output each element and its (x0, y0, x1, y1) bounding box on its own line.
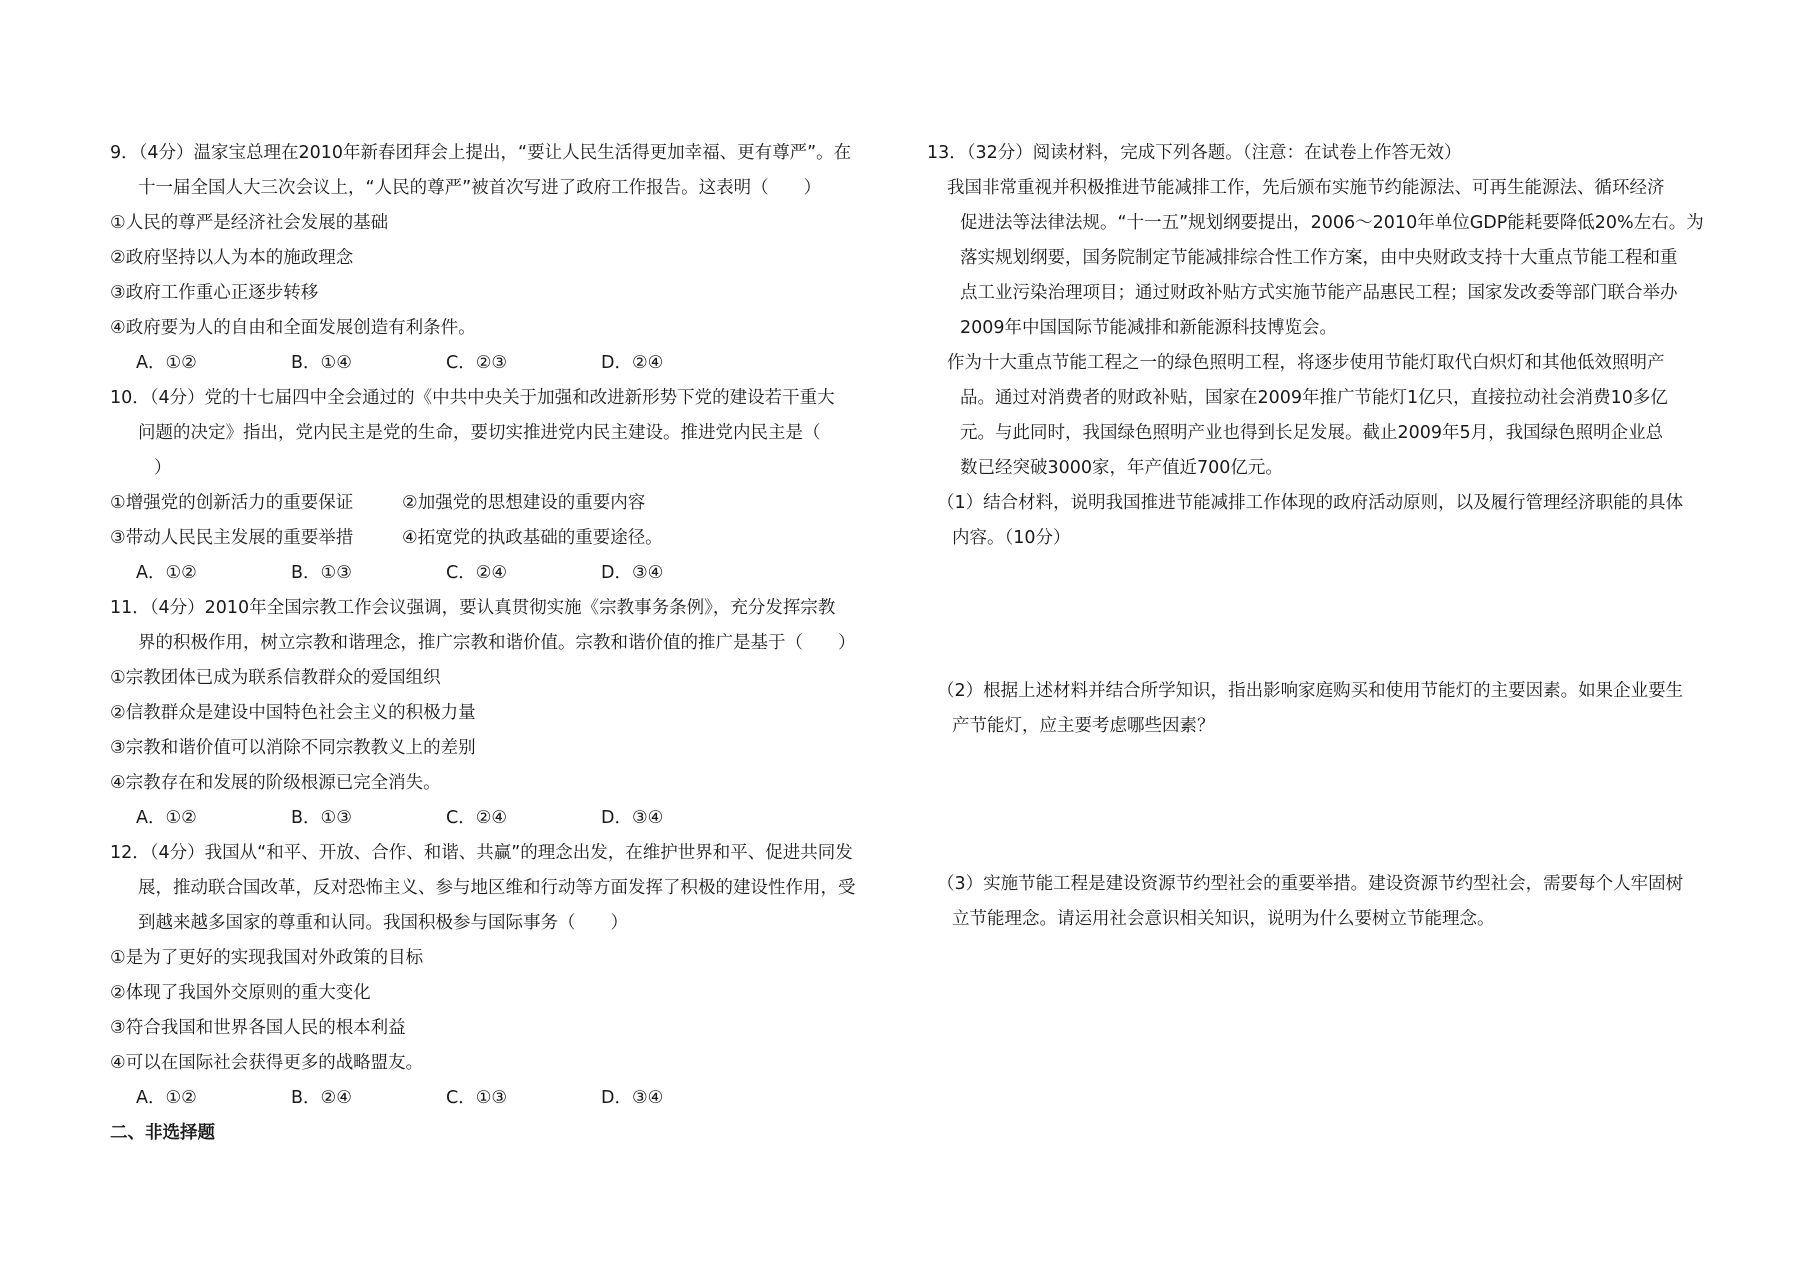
material-line: 点工业污染治理项目；通过财政补贴方式实施节能产品惠民工程；国家发改委等部门联合举办 (960, 283, 1678, 303)
material-line: 作为十大重点节能工程之一的绿色照明工程，将逐步使用节能灯取代白炽灯和其他低效照明产 (947, 353, 1665, 373)
sub-question-3 (927, 867, 1717, 937)
option-a: A．①② (136, 808, 197, 828)
material-line: 数已经突破3000家，年产值近700亿元。 (960, 458, 1283, 478)
option-d: D．②④ (601, 353, 664, 373)
material-line: 元。与此同时，我国绿色照明产业也得到长足发展。截止2009年5月，我国绿色照明企业总 (960, 423, 1664, 443)
option-a: A．①② (136, 563, 197, 583)
choice-item-pair (110, 521, 910, 556)
option-c: C．②③ (446, 353, 508, 373)
question-11 (110, 591, 910, 836)
option-d: D．③④ (601, 808, 664, 828)
choice-item: ③政府工作重心正逐步转移 (110, 283, 319, 303)
question-stem-line: ） (154, 458, 172, 478)
material-line: 品。通过对消费者的财政补贴，国家在2009年推广节能灯1亿只，直接拉动社会消费10多亿 (960, 388, 1668, 408)
choice-item-pair (110, 486, 910, 521)
answer-options (110, 556, 910, 591)
right-column (927, 136, 1717, 937)
option-b: B．①③ (291, 563, 352, 583)
material-line: 2009年中国国际节能减排和新能源科技博览会。 (960, 318, 1338, 338)
option-d: D．③④ (601, 563, 664, 583)
left-column (110, 136, 910, 1151)
choice-item: ②体现了我国外交原则的重大变化 (110, 983, 371, 1003)
question-13-title: 13．（32分）阅读材料，完成下列各题。（注意：在试卷上作答无效） (927, 143, 1462, 163)
question-stem-line: 展，推动联合国改革，反对恐怖主义、参与地区维和行动等方面发挥了积极的建设性作用，受 (138, 878, 856, 898)
choice-item: ①宗教团体已成为联系信教群众的爱国组织 (110, 668, 441, 688)
option-d: D．③④ (601, 1088, 664, 1108)
choice-item: ④宗教存在和发展的阶级根源已完全消失。 (110, 773, 441, 793)
option-c: C．①③ (446, 1088, 508, 1108)
option-c: C．②④ (446, 808, 508, 828)
question-stem-line: 问题的决定》指出，党内民主是党的生命，要切实推进党内民主建设。推进党内民主是（ (138, 423, 821, 443)
question-stem-line: 界的积极作用，树立宗教和谐理念，推广宗教和谐价值。宗教和谐价值的推广是基于（ ） (138, 633, 856, 653)
answer-space (927, 744, 1717, 867)
sub-question-line: 产节能灯，应主要考虑哪些因素？ (952, 716, 1215, 736)
material-line: 促进法等法律法规。“十一五”规划纲要提出，2006～2010年单位GDP能耗要降低20%左右。为 (960, 213, 1704, 233)
sub-question-line: （2）根据上述材料并结合所学知识，指出影响家庭购买和使用节能灯的主要因素。如果企业要生 (937, 681, 1684, 701)
question-12 (110, 836, 910, 1116)
choice-item: ③宗教和谐价值可以消除不同宗教教义上的差别 (110, 738, 476, 758)
choice-item: ①是为了更好的实现我国对外政策的目标 (110, 948, 424, 968)
choice-item: ④拓宽党的执政基础的重要途径。 (402, 528, 663, 548)
question-stem-line: 11．（4分）2010年全国宗教工作会议强调，要认真贯彻实施《宗教事务条例》，充分发挥宗教 (110, 598, 836, 618)
question-stem-line: 12．（4分）我国从“和平、开放、合作、和谐、共赢”的理念出发，在维护世界和平、促进共同发 (110, 843, 853, 863)
choice-item: ①人民的尊严是经济社会发展的基础 (110, 213, 389, 233)
option-b: B．①④ (291, 353, 352, 373)
section-title: 二、非选择题 (110, 1123, 215, 1143)
material-paragraph-2 (927, 346, 1717, 486)
choice-item: ②政府坚持以人为本的施政理念 (110, 248, 354, 268)
question-stem-line: 10．（4分）党的十七届四中全会通过的《中共中央关于加强和改进新形势下党的建设若干重大 (110, 388, 835, 408)
option-b: B．②④ (291, 1088, 352, 1108)
choice-item: ②信教群众是建设中国特色社会主义的积极力量 (110, 703, 476, 723)
question-9 (110, 136, 910, 381)
sub-question-line: （3）实施节能工程是建设资源节约型社会的重要举措。建设资源节约型社会，需要每个人牢固树 (937, 874, 1684, 894)
choice-item: ③带动人民民主发展的重要举措 (110, 528, 354, 548)
choice-item: ③符合我国和世界各国人民的根本利益 (110, 1018, 406, 1038)
answer-options (110, 346, 910, 381)
sub-question-line: （1）结合材料，说明我国推进节能减排工作体现的政府活动原则，以及履行管理经济职能的具体 (937, 493, 1684, 513)
answer-options (110, 801, 910, 836)
sub-question-line: 内容。（10分） (952, 528, 1071, 548)
option-a: A．①② (136, 1088, 197, 1108)
material-paragraph-1 (927, 171, 1717, 346)
question-stem-line: 到越来越多国家的尊重和认同。我国积极参与国际事务（ ） (138, 913, 628, 933)
answer-space (927, 556, 1717, 674)
choice-item: ①增强党的创新活力的重要保证 (110, 493, 354, 513)
choice-item: ②加强党的思想建设的重要内容 (402, 493, 646, 513)
option-c: C．②④ (446, 563, 508, 583)
option-b: B．①③ (291, 808, 352, 828)
question-10 (110, 381, 910, 591)
sub-question-2 (927, 674, 1717, 744)
question-stem-line: 十一届全国人大三次会议上，“人民的尊严”被首次写进了政府工作报告。这表明（ ） (138, 178, 822, 198)
sub-question-1 (927, 486, 1717, 556)
question-stem-line: 9．（4分）温家宝总理在2010年新春团拜会上提出，“要让人民生活得更加幸福、更有尊严”。在 (110, 143, 852, 163)
choice-item: ④政府要为人的自由和全面发展创造有利条件。 (110, 318, 476, 338)
material-line: 我国非常重视并积极推进节能减排工作，先后颁布实施节约能源法、可再生能源法、循环经济 (947, 178, 1665, 198)
sub-question-line: 立节能理念。请运用社会意识相关知识，说明为什么要树立节能理念。 (952, 909, 1495, 929)
material-line: 落实规划纲要，国务院制定节能减排综合性工作方案，由中央财政支持十大重点节能工程和重 (960, 248, 1678, 268)
answer-options (110, 1081, 910, 1116)
option-a: A．①② (136, 353, 197, 373)
choice-item: ④可以在国际社会获得更多的战略盟友。 (110, 1053, 424, 1073)
